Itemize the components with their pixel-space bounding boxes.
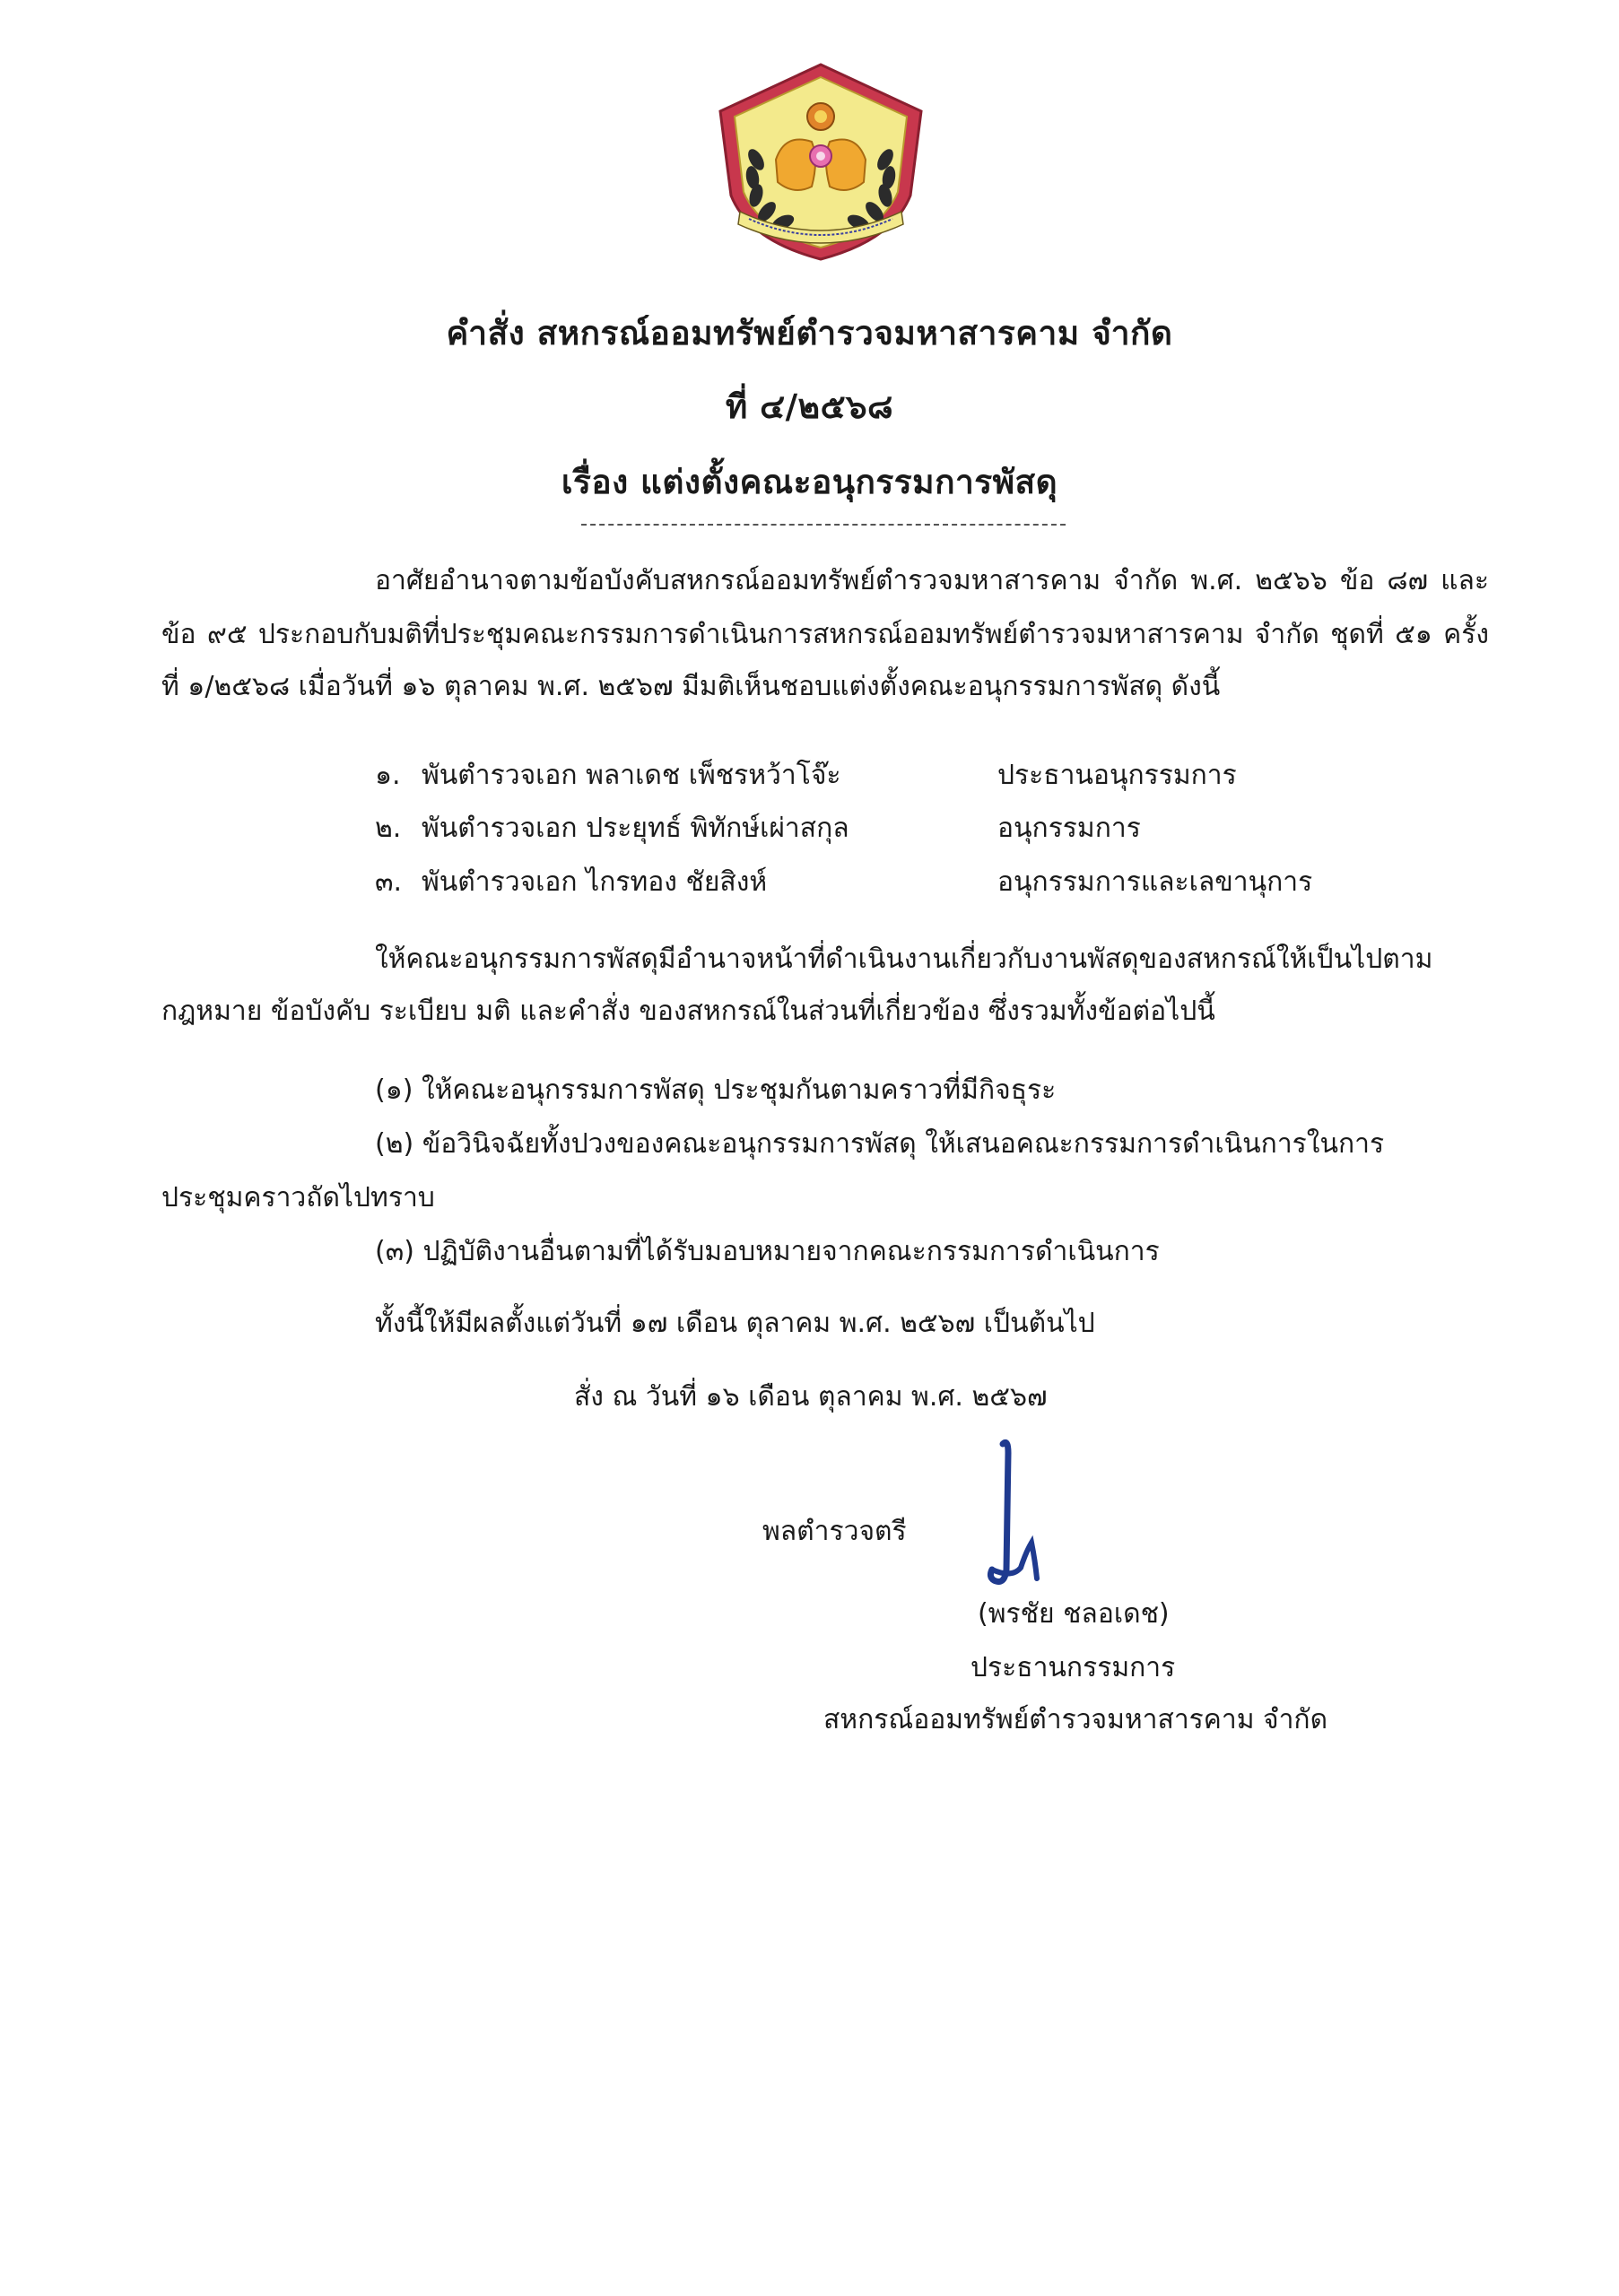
- signer-rank: พลตำรวจตรี: [762, 1516, 907, 1547]
- member-role: ประธานอนุกรรมการ: [997, 760, 1237, 791]
- signer-name: (พรชัย ชลอเดช): [978, 1598, 1170, 1630]
- duty-item-continuation: ประชุมคราวถัดไปทราบ: [161, 1182, 435, 1213]
- order-date: สั่ง ณ วันที่ ๑๖ เดือน ตุลาคม พ.ศ. ๒๕๖๗: [574, 1381, 1048, 1413]
- intro-line: อาศัยอำนาจตามข้อบังคับสหกรณ์ออมทรัพย์ตำรวจมหาสารคาม จำกัด พ.ศ. ๒๕๖๖ ข้อ ๘๗ และ: [375, 565, 1489, 596]
- duty-item: (๒) ข้อวินิจฉัยทั้งปวงของคณะอนุกรรมการพัสดุ ให้เสนอคณะกรรมการดำเนินการในการ: [375, 1128, 1385, 1160]
- document-subject: เรื่อง แต่งตั้งคณะอนุกรรมการพัสดุ: [561, 463, 1058, 501]
- member-name: พันตำรวจเอก ไกรทอง ชัยสิงห์: [422, 866, 768, 898]
- effective-date: ทั้งนี้ให้มีผลตั้งแต่วันที่ ๑๗ เดือน ตุลาคม พ.ศ. ๒๕๖๗ เป็นต้นไป: [375, 1308, 1095, 1339]
- cooperative-emblem-icon: [713, 61, 928, 263]
- duty-item: (๓) ปฏิบัติงานอื่นตามที่ได้รับมอบหมายจากคณะกรรมการดำเนินการ: [375, 1236, 1160, 1267]
- duties-intro-line: ให้คณะอนุกรรมการพัสดุมีอำนาจหน้าที่ดำเนินงานเกี่ยวกับงานพัสดุของสหกรณ์ให้เป็นไปตาม: [375, 944, 1433, 975]
- intro-line: ข้อ ๙๕ ประกอบกับมติที่ประชุมคณะกรรมการดำเนินการสหกรณ์ออมทรัพย์ตำรวจมหาสารคาม จำกัด ชุดที่ ๕๑ ครั้ง: [161, 619, 1489, 650]
- duty-item: (๑) ให้คณะอนุกรรมการพัสดุ ประชุมกันตามคราวที่มีกิจธุระ: [375, 1074, 1057, 1106]
- member-name: พันตำรวจเอก ประยุทธ์ พิทักษ์เผ่าสกุล: [422, 813, 849, 844]
- document-title: คำสั่ง สหกรณ์ออมทรัพย์ตำรวจมหาสารคาม จำกัด: [446, 314, 1173, 352]
- header-divider: [581, 524, 1066, 526]
- member-role: อนุกรรมการ: [997, 813, 1141, 844]
- member-name: พันตำรวจเอก พลาเดช เพ็ชรหว้าโจ๊ะ: [422, 760, 841, 791]
- duties-intro-line: กฎหมาย ข้อบังคับ ระเบียบ มติ และคำสั่ง ของสหกรณ์ในส่วนที่เกี่ยวข้อง ซึ่งรวมทั้งข้อต่อไปนี้: [161, 996, 1215, 1027]
- signer-organization: สหกรณ์ออมทรัพย์ตำรวจมหาสารคาม จำกัด: [823, 1704, 1328, 1735]
- member-number: ๒.: [375, 813, 402, 844]
- member-number: ๓.: [375, 866, 403, 898]
- member-number: ๑.: [375, 760, 401, 791]
- intro-line: ที่ ๑/๒๕๖๘ เมื่อวันที่ ๑๖ ตุลาคม พ.ศ. ๒๕๖๗ มีมติเห็นชอบแต่งตั้งคณะอนุกรรมการพัสดุ ดังนี้: [161, 671, 1221, 702]
- signer-position: ประธานกรรมการ: [971, 1652, 1176, 1683]
- document-number: ที่ ๔/๒๕๖๘: [725, 387, 894, 426]
- member-role: อนุกรรมการและเลขานุการ: [997, 866, 1313, 898]
- handwritten-signature-icon: [985, 1435, 1057, 1587]
